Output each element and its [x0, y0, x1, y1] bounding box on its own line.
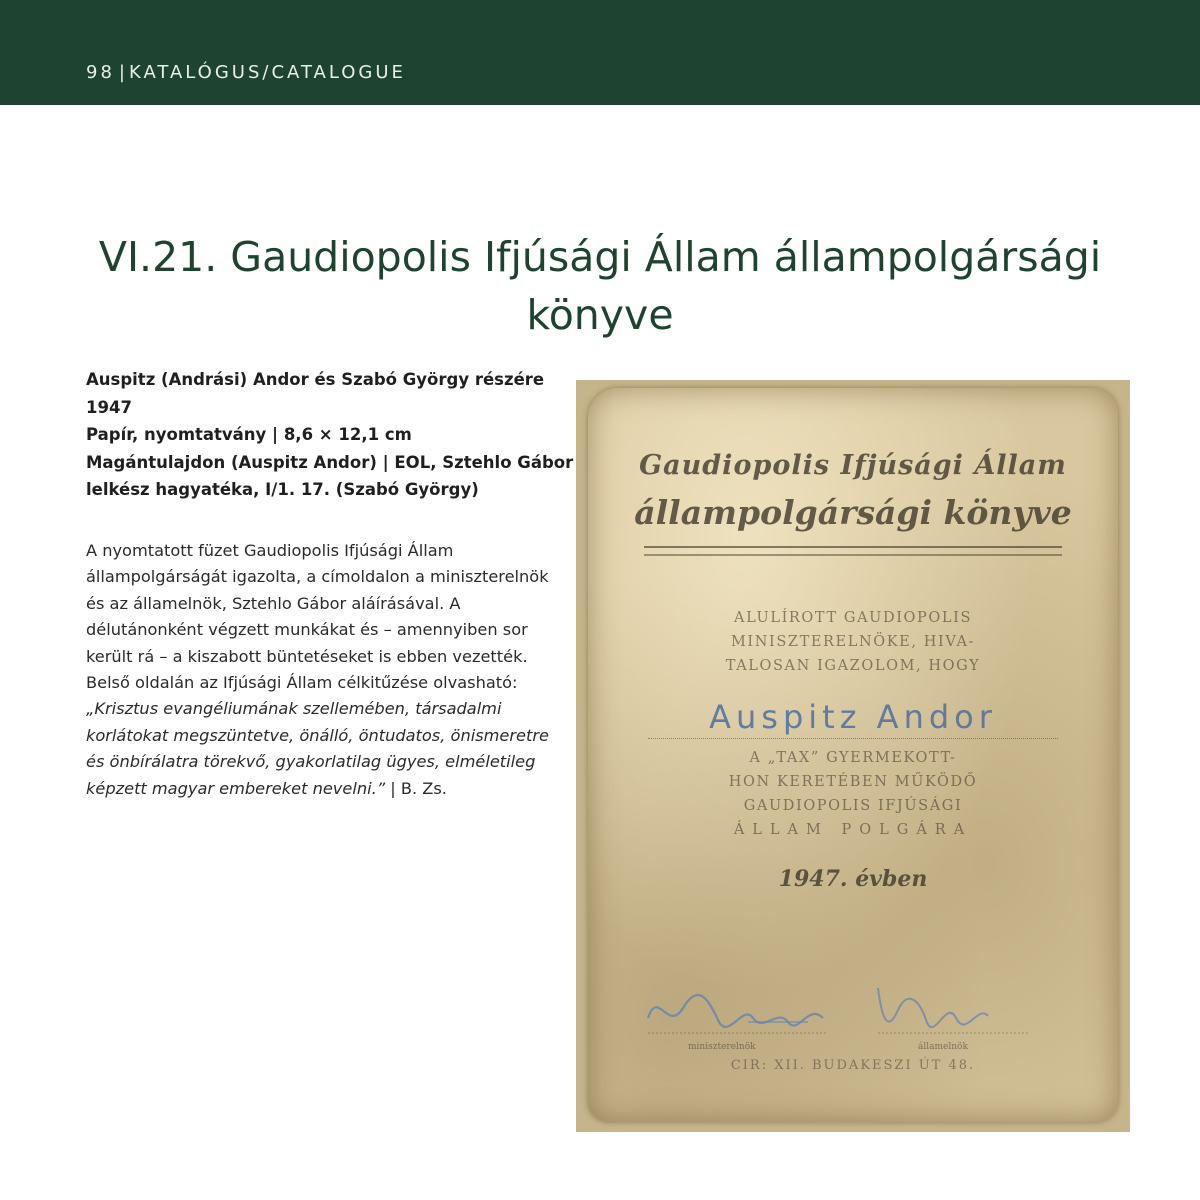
page-header [0, 0, 1200, 105]
booklet-year-line: 1947. évben [778, 866, 928, 892]
description-quote: „Krisztus evangéliumának szellemében, társadalmi korlátokat megszüntetve, önálló, öntudatos, önismeretre és önbírálatra törekvő, gyakorlatilag ügyes, elméletileg képzett magyar embereket nevelni.” [86, 699, 549, 798]
meta-owner-line-1: Magántulajdon (Auspitz Andor) | EOL, Sztehlo Gábor [86, 452, 574, 472]
booklet-printed-line: ÁLLAM POLGÁRA [733, 822, 973, 838]
booklet-printed-line: TALOSAN IGAZOLOM, HOGY [725, 658, 981, 674]
signature-caption-left: miniszterelnök [688, 1042, 756, 1052]
description-credit: | B. Zs. [385, 778, 447, 798]
description-paragraph [86, 538, 560, 802]
meta-owner-line-2: lelkész hagyatéka, I/1. 17. (Szabó György) [86, 480, 479, 499]
description-text: A nyomtatott füzet Gaudiopolis Ifjúsági Állam állampolgárságát igazolta, a címoldalon a miniszterelnök és az államelnök, Sztehlo Gábor aláírásával. A délutánonként végzett munkákat és – amennyiben sor került rá – a kiszabott büntetéseket is ebben vezették. Belső oldalán az Ifjúsági Állam célkitűzése olvasható: [86, 541, 549, 693]
booklet-printed-line: ALULÍROTT GAUDIOPOLIS [734, 610, 972, 626]
booklet-title-line-1: Gaudiopolis Ifjúsági Állam [639, 450, 1067, 481]
header-separator: | [118, 62, 125, 83]
booklet-title-line-2: állampolgársági könyve [634, 493, 1072, 532]
signature-area [628, 948, 1078, 1052]
booklet-handwritten-name: Auspitz Andor [648, 698, 1058, 739]
catalogue-metadata [86, 366, 574, 504]
signatures-image [628, 948, 1078, 1048]
booklet-cover [588, 388, 1118, 1122]
booklet-photo [576, 380, 1130, 1132]
signature-right [878, 988, 988, 1027]
booklet-printed-line: MINISZTERELNÖKE, HIVA- [730, 634, 976, 650]
signature-caption-right: államelnök [918, 1042, 968, 1052]
booklet-printed-line: GAUDIOPOLIS IFJÚSÁGI [743, 798, 963, 814]
section-label: KATALÓGUS/CATALOGUE [128, 62, 406, 83]
running-head [86, 62, 406, 83]
booklet-printed-line: A „TAX” GYERMEKOTT- [749, 750, 957, 766]
title-line-1: VI.21. Gaudiopolis Ifjúsági Állam állampolgársági [98, 233, 1102, 281]
page-title [60, 228, 1140, 344]
booklet-printed-line: HON KERETÉBEN MŰKÖDŐ [728, 774, 978, 790]
booklet-footer: CIR: XII. BUDAKESZI ÚT 48. [730, 1058, 976, 1073]
description [86, 538, 560, 802]
booklet-rule [644, 546, 1062, 556]
title-line-2: könyve [526, 291, 674, 339]
meta-recipient: Auspitz (Andrási) Andor és Szabó György részére [86, 370, 545, 389]
meta-year: 1947 [86, 397, 132, 417]
page-number: 98 [86, 62, 115, 83]
meta-material: Papír, nyomtatvány | 8,6 × 12,1 cm [86, 425, 412, 444]
